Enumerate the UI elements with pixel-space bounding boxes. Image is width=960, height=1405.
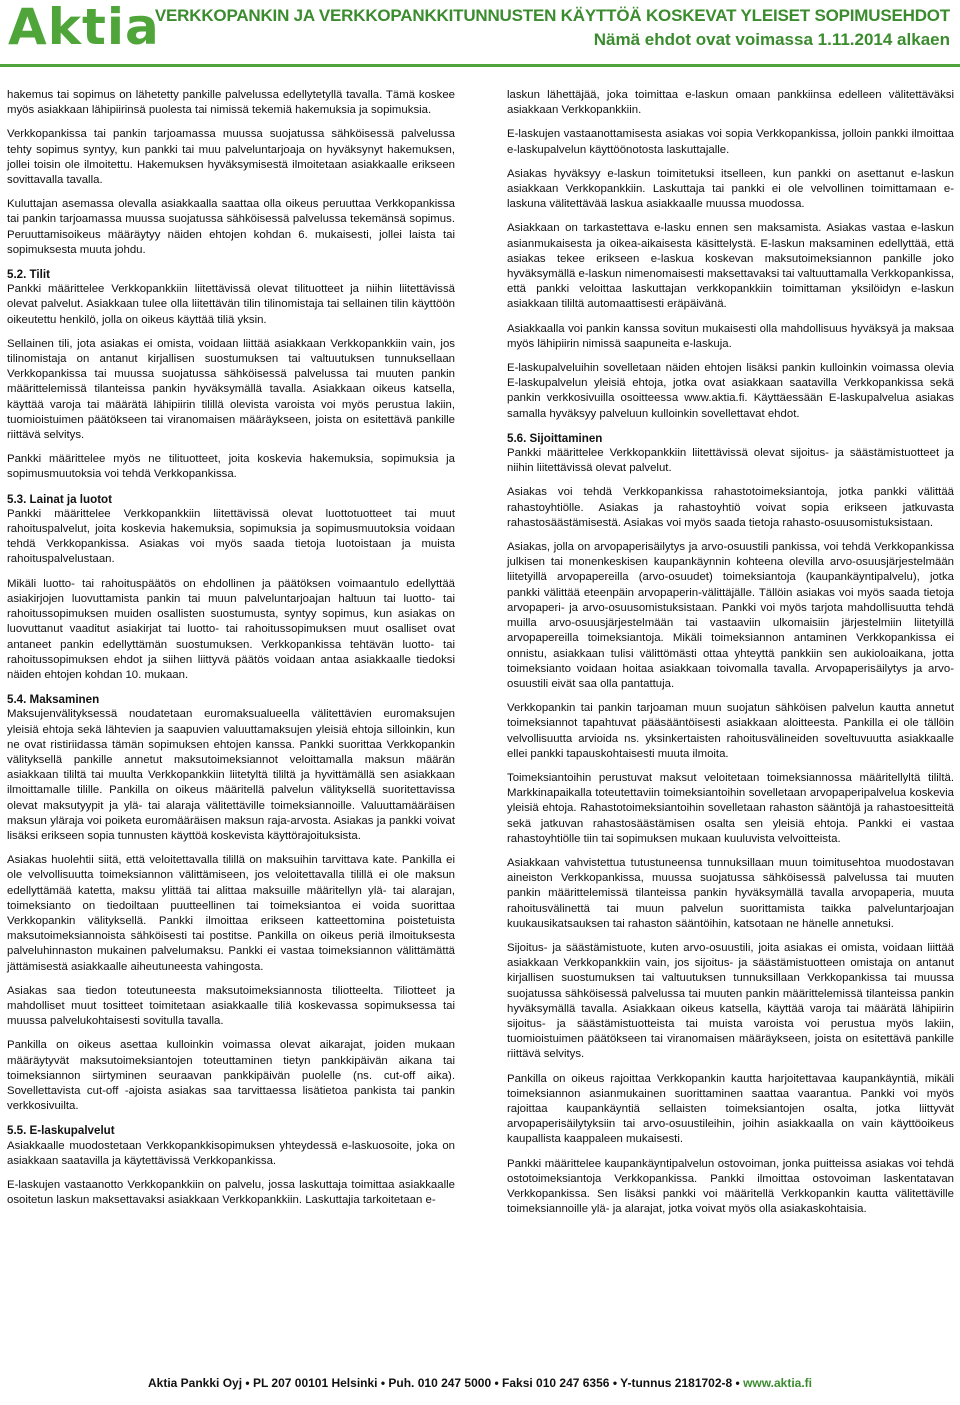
footer-address: PL 207 [252, 1376, 292, 1390]
paragraph: Pankki määrittelee myös ne tilituotteet, joita koskevia hakemuksia, sopimuksia ja sopimusmuutoksia voi tehdä Verkkopankissa. [7, 453, 455, 481]
paragraph: Sellainen tili, jota asiakas ei omista, voidaan liittää asiakkaan Verkkopankkiin vain, jos tilinomistaja on antanut kirjallisen suostumuksen tai valtuutuksen tunnuksellaan Verkkopankissa tai muussa suojatussa sähköisessä palvelussa tai muuten pankin määrittelemissä tilanteissa pankin hyväksymällä tavalla. Asiakkaan oikeus katsella, käyttää varoja tai määrätä lähipiirin tilillä olevista varoista voi myös perustua lakiin, tuomioistuimen päätökseen tai viranomaisen määräykseen, joista on esitettävä pankille riittävä selvitys. [7, 337, 455, 442]
paragraph: Pankilla on oikeus rajoittaa Verkkopankin kautta harjoitettavaa kaupankäyntiä, mikäli toimeksiannon asianmukainen suorittaminen saattaa vaarantua. Pankki voi myös rajoittaa kaupankäyntiä sellaisten toimeksiantojen osalta, jotka liittyvät arvopaperisäilytyksiin tai arvo-osuustileihin, joihin asiakkaalla on vain käyttöoikeus kaupallista kaappaleen mukaisesti. [507, 1072, 954, 1146]
paragraph: Asiakas saa tiedon toteutuneesta maksutoimeksiannosta tiliotteelta. Tiliotteet ja mahdolliset muut tositteet toimitetaan asiakkaalle tiliä koskevassa sopimuksessa tai muussa palvelukohtaisesti sovitulla tavalla. [7, 984, 455, 1028]
paragraph: laskun lähettäjää, joka toimittaa e-laskun omaan pankkiinsa edelleen välitettäväksi asiakkaan Verkkopankkiin. [507, 89, 954, 117]
paragraph: Pankki määrittelee Verkkopankkiin liitettävissä olevat luottotuotteet tai muut rahoituspalvelut, joita koskevia hakemuksia, sopimuksia ja sopimusmuutoksia voidaan tehdä Verkkopankissa. Asiakas voi myös saada tietoja luotoistaan ja muista rahoituspalvelustaan. [7, 507, 455, 566]
page-header [0, 0, 960, 66]
footer-fax: Faksi 010 247 6356 [502, 1376, 610, 1390]
paragraph: Asiakkaan vahvistettua tutustuneensa tunnuksillaan muun toimitusehtoa muodostavan aineiston Verkkopankissa, muussa suojatussa sähköisessä palvelussa tai muuten pankin määrittelemissä tilanteissa pankin hyväksymällä tavalla arvopaperia, muuta rahoitusvälinettä tai muun palvelun suorittamista taikka palveluntarjoajan kuukausikatsauksen tai rahaston sääntöihin, katsotaan ne hänelle annetuksi. [507, 856, 954, 930]
footer-company: Aktia Pankki Oyj [148, 1376, 243, 1390]
paragraph: Verkkopankissa tai pankin tarjoamassa muussa suojatussa sähköisessä palvelussa tehty sopimus syntyy, kun pankki tai muu palveluntarjoaja on hyväksynyt hakemuksen, jollei toisin ole ilmoitettu. Hakemuksen hyväksymisestä ilmoitetaan asiakkaalle erikseen sovittavalla tavalla. [7, 128, 455, 187]
page-footer [0, 1376, 960, 1390]
footer-website-link[interactable]: www.aktia.fi [743, 1376, 812, 1390]
section-heading-e-laskupalvelut: 5.5. E-laskupalvelut [7, 1124, 115, 1138]
paragraph: Kuluttajan asemassa olevalla asiakkaalla saattaa olla oikeus peruuttaa Verkkopankissa tai pankin tarjoamassa muussa suojatussa sähköisessä palvelussa tekemänsä sopimus. Peruuttamisoikeus määräytyy näiden ehtojen kohdan 6. mukaisesti, jollei laista tai sopimuksesta muuta johdu. [7, 198, 455, 256]
paragraph: Pankki määrittelee Verkkopankkiin liitettävissä olevat sijoitus- ja säästämistuotteet ja niihin liitettävissä olevat palvelut. [507, 447, 954, 475]
header-divider [0, 64, 960, 67]
paragraph: E-laskupalveluihin sovelletaan näiden ehtojen lisäksi pankin kulloinkin voimassa olevia E-laskupalvelun yleisiä ehtoja, jotka ovat asiakkaan saatavilla Verkkopankissa sekä pankin verkkosivuilla osoitteessa www.aktia.fi. Käyttäessään E-laskupalvelua asiakas samalla hyväksyy palveluun kulloinkin sovellettavat ehdot. [507, 362, 954, 420]
footer-postal: 00101 Helsinki [294, 1376, 378, 1390]
footer-separator: • [245, 1376, 250, 1390]
footer-separator: • [612, 1376, 618, 1390]
paragraph: Asiakkaalla voi pankin kanssa sovitun mukaisesti olla mahdollisuus hyväksyä ja maksaa myös lähipiirin nimissä saapuneita e-laskuja. [507, 322, 954, 350]
footer-business-id: Y-tunnus 2181702-8 [620, 1376, 733, 1390]
paragraph: Asiakkaan on tarkastettava e-lasku ennen sen maksamista. Asiakas vastaa e-laskun asianmukaisesta ja oikea-aikaisesta käsittelystä. E-laskun maksaminen edellyttää, että asiakas tekee erikseen e-laskua koskevan maksutoimeksiannon pankille joko hyväksymällä e-laskun nimenomaisesti maksettavaksi tai valtuuttamalla Verkkopankissa, että pankki veloittaa laskuttajan verkkopankkiin toimittaman yksilöidyn e-laskun asiakkaan tililtä automaattisesti eräpäivänä. [507, 222, 954, 311]
section-heading-maksaminen: 5.4. Maksaminen [7, 693, 100, 707]
paragraph: Asiakas voi tehdä Verkkopankissa rahastotoimeksiantoja, jotka pankki välittää rahastoyhtiölle. Asiakas ja rahastoyhtiö voivat sopia erikseen jatkuvasta rahastosäästämisestä. Asiakas voi myös saada tietoja rahasto-osuusomistuksistaan. [507, 486, 954, 529]
paragraph: Maksujenvälityksessä noudatetaan euromaksualueella välitettävien euromaksujen yleisiä ehtoja sekä lähtevien ja saapuvien valuuttamaksujen yleisiä ehtoja silloinkin, kun ne ovat ristiriidassa tämän sopimuksen ehtojen kanssa. Pankki suorittaa Verkkopankin välityksellä pankille annetut maksutoimeksiannot veloittamalla maksun määrän asiakkaan tililtä tai muulta Verkkopankkiin liitetyltä tililtä ja hyvittämällä sen asiakkaan ilmoittamalle tilille. Pankilla on oikeus määritellä palvelun välityksellä suoritettavissa olevat maksutyypit ja ylä- tai alaraja välitettäville toimeksiannoille. Valuuttamääräisen maksun yläraja voi poiketa euromääräisen maksun raja-arvosta. Asiakas ja pankki voivat lisäksi erikseen sopia tunnusten käyttöä koskevista käyttörajoituksista. [7, 708, 455, 842]
paragraph: Asiakas hyväksyy e-laskun toimitetuksi itselleen, kun pankki on asettanut e-laskun asiakkaan Verkkopankkiin. Laskuttaja tai pankki ei ole velvollinen toimittamaan e-laskuna välitettävää laskua asiakkaalle muussa muodossa. [507, 167, 954, 211]
section-heading-tilit: 5.2. Tilit [7, 268, 50, 282]
paragraph: Asiakas huolehtii siitä, että veloitettavalla tilillä on maksuihin tarvittava kate. Pankilla ei ole velvollisuutta toimeksiannon välittämiseen, jos veloitettavalla tilillä ei ole maksun edellyttämää katetta, maksu ylittää tai alittaa maksuille määritellyn ylä- tai alarajan, toimeksianto on tiedoiltaan puutteellinen tai toimeksiantoa ei voida suorittaa Verkkopankin välityksellä. Pankki ilmoittaa erikseen katteettomina poistetuista maksutoimeksiannoista sähköisesti tai postitse. Pankilla on oikeus periä ilmoituksesta palveluhinnaston mukainen palvelumaksu. Pankki ei vastaa toimeksiannon välittämättä jättämisestä asiakkaalle aiheutuneesta vahingosta. [7, 854, 455, 973]
paragraph: Asiakkaalle muodostetaan Verkkopankkisopimuksen yhteydessä e-laskuosoite, joka on asiakkaan saatavilla ja käytettävissä Verkkopankissa. [7, 1139, 455, 1167]
paragraph: Toimeksiantoihin perustuvat maksut veloitetaan toimeksiannossa määritellyltä tililtä. Markkinapaikalla toteutettaviin toimeksiantoihin sovelletaan arvopaperipalvelua koskevia yleisiä ehtoja. Rahastotoimeksiantoihin sovelletaan rahaston sääntöjä ja rahastoesitteitä sekä jatkuvan rahastosäästämisen osalta sen yleisiä ehtoja. Pankki ei vastaa rahastoyhtiölle tiin tai sopimuksen mukaan kuuluvista velvoitteista. [507, 771, 954, 845]
paragraph: Pankki määrittelee kaupankäyntipalvelun ostovoiman, jonka puitteissa asiakas voi tehdä ostotoimeksiantoja Verkkopankissa. Pankki ilmoittaa ostovoiman laskentatavan Verkkopankissa. Sen lisäksi pankki voi määritellä Verkkopankin kautta välitettäville toimeksiannoille ylä- ja alarajat, jotka voivat myös olla asiakaskohtaisia. [507, 1157, 954, 1216]
paragraph: Verkkopankin tai pankin tarjoaman muun suojatun sähköisen palvelun kautta annetut toimeksiannot tapahtuvat pääsääntöisesti asiakkaan aloitteesta. Pankilla ei ole tällöin velvollisuutta arvioida ns. yksinkertaisten rahoitusvälineiden soveltuvuutta asiakkaalle ellei pankki tapauskohtaisesti muuta ilmoita. [507, 702, 954, 760]
paragraph: Mikäli luotto- tai rahoituspäätös on ehdollinen ja päätöksen voimaantulo edellyttää asiakirjojen luovuttamista pankin tai muun palveluntarjoajan haltuun tai luotto- tai rahoitussopimuksen muiden osallisten suostumusta, syntyy sopimus, kun asiakas on luovuttanut vaaditut asiakirjat tai luotto- tai rahoitussopimuksen muut osalliset ovat antaneet pankin edellyttämän suostumuksen. Verkkopankissa tehtävän luotto- tai rahoitussopimuksen ehdot ja siihen liittyvä päätös voidaan antaa asiakkaalle tiedoksi näiden ehtojen kohdan 10. mukaan. [7, 577, 455, 681]
paragraph: Pankilla on oikeus asettaa kulloinkin voimassa olevat aikarajat, joiden mukaan määräytyvät maksutoimeksiantojen toteuttaminen tietyn pankkipäivän aikana tai toimeksiannon siirtyminen seuraavan pankkipäivän puolelle (ns. cut-off aika). Sovellettavista cut-off -ajoista asiakas saa tarvittaessa lisätietoa pankista tai pankin verkkosivuilta. [7, 1039, 455, 1113]
footer-phone: Puh. 010 247 5000 [388, 1376, 492, 1390]
paragraph: E-laskujen vastaanottamisesta asiakas voi sopia Verkkopankissa, jolloin pankki ilmoittaa e-laskupalvelun käyttöönotosta laskuttajalle. [507, 128, 954, 156]
section-heading-sijoittaminen: 5.6. Sijoittaminen [507, 431, 603, 445]
paragraph: hakemus tai sopimus on lähetetty pankille palvelussa edellytetyllä tavalla. Tämä koskee myös asiakkaan lähipiirinsä puolesta tai nimissä tekemiä hakemuksia ja sopimuksia. [7, 89, 455, 117]
paragraph: Sijoitus- ja säästämistuote, kuten arvo-osuustili, joita asiakas ei omista, voidaan liittää asiakkaan Verkkopankkiin vain, jos sijoitus- ja säästämistuotteen omistaja on antanut kirjallisen suostumuksen tai valtuutuksen tunnuksillaan Verkkopankissa tai muussa suojatussa sähköisessä palvelussa tai muuten pankin määrittelemissä tilanteissa pankin hyväksymällä tavalla. Asiakkaan oikeus katsella, käyttää varoja tai määrätä lähipiirin sijoitus- ja säästämistuotteista tai muista varoista voi perustua myös lakiin, tuomioistuimen päätökseen tai viranomaisen määräykseen, joista on esitettävä pankille riittävä selvitys. [507, 941, 954, 1061]
aktia-logo: Aktia [8, 0, 160, 56]
footer-separator: • [494, 1376, 499, 1390]
validity-date: Nämä ehdot ovat voimassa 1.11.2014 alkaen [593, 30, 950, 49]
left-column [7, 88, 455, 1217]
section-heading-lainat: 5.3. Lainat ja luotot [7, 492, 113, 506]
paragraph: Pankki määrittelee Verkkopankkiin liitettävissä olevat tilituotteet ja niihin liitettävissä olevat palvelut. Asiakkaan tulee olla liitettävän tilin tilinomistaja tai sellainen tilin käyttöön oikeutettu henkilö, jolla on oikeus käyttää tiliä yksin. [7, 283, 455, 326]
paragraph: E-laskujen vastaanotto Verkkopankkiin on palvelu, jossa laskuttaja toimittaa asiakkaalle osoitetun laskun maksettavaksi asiakkaan Verkkopankkiin. Laskuttajia tarkoitetaan e- [7, 1179, 455, 1207]
footer-separator: • [735, 1376, 740, 1390]
footer-separator: • [380, 1376, 386, 1390]
paragraph: Asiakas, jolla on arvopaperisäilytys ja arvo-osuustili pankissa, voi tehdä Verkkopankissa julkisen tai monenkeskisen kaupankäynnin kohteena olevilla arvo-osuusjärjestelmään liitetyillä arvopapereilla (arvo-osuudet) toimeksiantoja (kaupankäyntipalvelu), jotka pankki välittää eteenpäin arvopaperin-välittäjälle. Tällöin asiakas voi myös saada tietoja arvopaperi- ja arvo-osuusomistuksistaan. Pankki voi myös tarjota mahdollisuutta tehdä muilla arvo-osuusjärjestelmään tai vastaaviin ulkomaisiin järjestelmiin liitetyillä arvopapereilla toimeksiantoja. Mikäli toimeksiannon antaminen Verkkopankissa ei onnistu, asiakkaan tulisi välittömästi ottaa yhteyttä pankkiin sen aukioloaikana, jotta toimeksianto voidaan hoitaa asiakkaan toivomalla tavalla. Arvopaperisäilytys ja arvo-osuustili eivät saa olla pantattuja. [507, 541, 954, 690]
document-title: VERKKOPANKIN JA VERKKOPANKKITUNNUSTEN KÄYTTÖÄ KOSKEVAT YLEISET SOPIMUSEHDOT [154, 6, 950, 25]
right-column [507, 88, 954, 1226]
